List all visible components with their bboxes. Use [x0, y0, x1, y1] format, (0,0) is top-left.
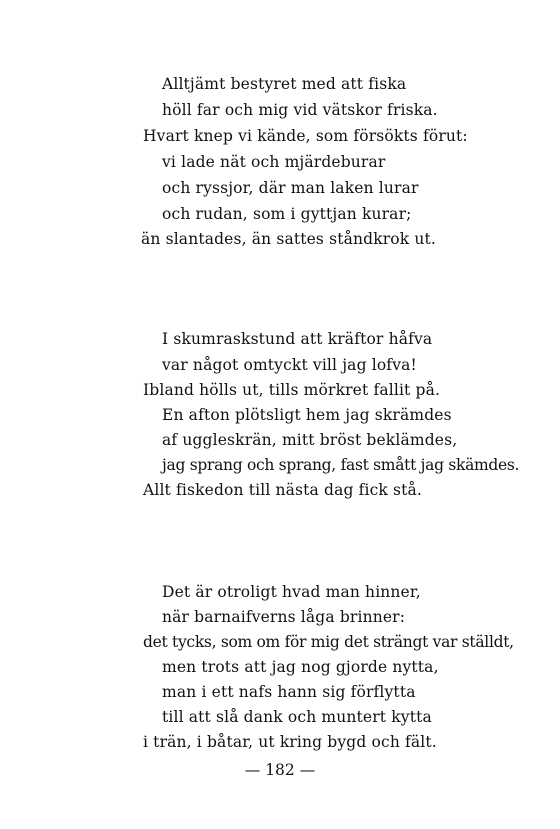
verse-line: Ibland hölls ut, tills mörkret fallit på. — [143, 381, 441, 399]
verse-line: vi lade nät och mjärdeburar — [162, 153, 386, 171]
verse-line: man i ett nafs hann sig förflytta — [162, 683, 416, 701]
page-number: — 182 — — [244, 761, 316, 779]
verse-line: En afton plötsligt hem jag skrämdes — [162, 406, 452, 424]
verse-line: än slantades, än sattes ståndkrok ut. — [141, 230, 436, 248]
verse-line: Allt fiskedon till nästa dag fick stå. — [143, 481, 423, 499]
verse-line: Det är otroligt hvad man hinner, — [162, 583, 421, 601]
verse-line: Hvart knep vi kände, som försökts förut: — [143, 127, 468, 145]
verse-line: jag sprang och sprang, fast smått jag skämdes. — [162, 456, 520, 474]
verse-line: och ryssjor, där man laken lurar — [162, 179, 419, 197]
verse-line: när barnaifverns låga brinner: — [162, 608, 406, 626]
verse-line: till att slå dank och muntert kytta — [162, 708, 432, 726]
verse-line: af uggleskrän, mitt bröst beklämdes, — [162, 431, 458, 449]
verse-line: var något omtyckt vill jag lofva! — [162, 356, 417, 374]
verse-line: och rudan, som i gyttjan kurar; — [162, 205, 412, 223]
verse-line: i trän, i båtar, ut kring bygd och fält. — [143, 733, 437, 751]
verse-line: det tycks, som om för mig det strängt var ställdt, — [143, 633, 514, 651]
verse-line: I skumraskstund att kräftor håfva — [162, 330, 433, 348]
verse-line: höll far och mig vid vätskor friska. — [162, 101, 438, 119]
verse-line: men trots att jag nog gjorde nytta, — [162, 658, 439, 676]
verse-line: Alltjämt bestyret med att fiska — [162, 75, 407, 93]
